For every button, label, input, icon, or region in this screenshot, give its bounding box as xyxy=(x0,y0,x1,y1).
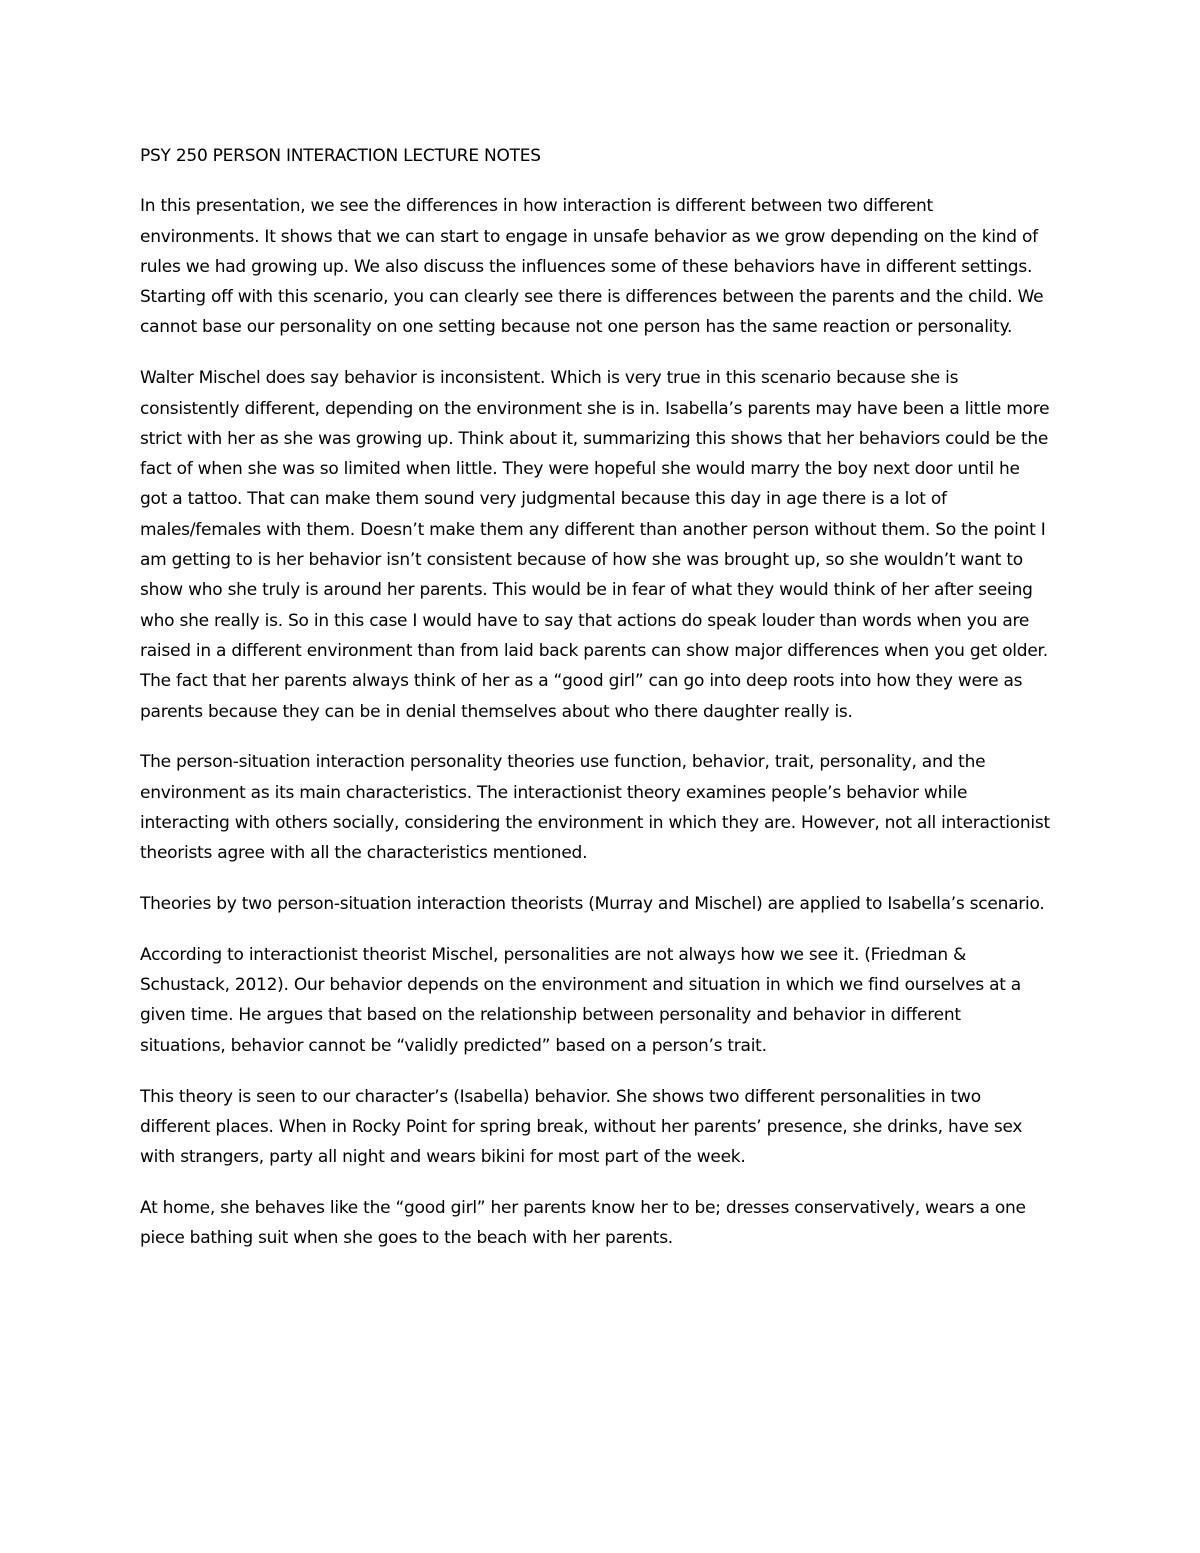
paragraph-theorists: Theories by two person-situation interaction theorists (Murray and Mischel) are applied to Isabella’s scenario. xyxy=(140,894,1045,915)
paragraph-mischel-theory: According to interactionist theorist Mischel, personalities are not always how we see it. (Friedman & Schustack, 2012). Our behavior depends on the environment and situation in which we find ourselves at a given time. He argues that based on the relationship between personality and behavior in different situations, behavior cannot be “validly predicted” based on a person’s trait. xyxy=(140,944,1021,1056)
paragraph-theory-applied: This theory is seen to our character’s (Isabella) behavior. She shows two different personalities in two different places. When in Rocky Point for spring break, without her parents’ presence, she drinks, have sex with strangers, party all night and wears bikini for most part of the week. xyxy=(140,1086,1023,1168)
paragraph-mischel-behavior: Walter Mischel does say behavior is inconsistent. Which is very true in this scenario because she is consistently different, depending on the environment she is in. Isabella’s parents may have been a little more strict with her as she was growing up. Think about it, summarizing this shows that her behaviors could be the fact of when she was so limited when little. They were hopeful she would marry the boy next door until he got a tattoo. That can make them sound very judgmental because this day in age there is a lot of males/females with them. Doesn’t make them any different than another person without them. So the point I am getting to is her behavior isn’t consistent because of how she was brought up, so she wouldn’t want to show who she truly is around her parents. This would be in fear of what they would think of her after seeing who she really is. So in this case I would have to say that actions do speak louder than words when you are raised in a different environment than from laid back parents can show major differences when you get older. The fact that her parents always think of her as a “good girl” can go into deep roots into how they were as parents because they can be in denial themselves about who there daughter really is. xyxy=(140,368,1050,722)
paragraph-theory-characteristics: The person-situation interaction personality theories use function, behavior, trait, personality, and the environment as its main characteristics. The interactionist theory examines people’s behavior while interacting with others socially, considering the environment in which they are. However, not all interactionist theorists agree with all the characteristics mentioned. xyxy=(140,752,1050,864)
document-title: PSY 250 PERSON INTERACTION LECTURE NOTES xyxy=(140,146,541,166)
paragraph-intro: In this presentation, we see the differences in how interaction is different between two different environments. It shows that we can start to engage in unsafe behavior as we grow depending on the kind of rules we had growing up. We also discuss the influences some of these behaviors have in different settings. Starting off with this scenario, you can clearly see there is differences between the parents and the child. We cannot base our personality on one setting because not one person has the same reaction or personality. xyxy=(140,196,1044,338)
paragraph-home-behavior: At home, she behaves like the “good girl” her parents know her to be; dresses conservatively, wears a one piece bathing suit when she goes to the beach with her parents. xyxy=(140,1197,1026,1249)
